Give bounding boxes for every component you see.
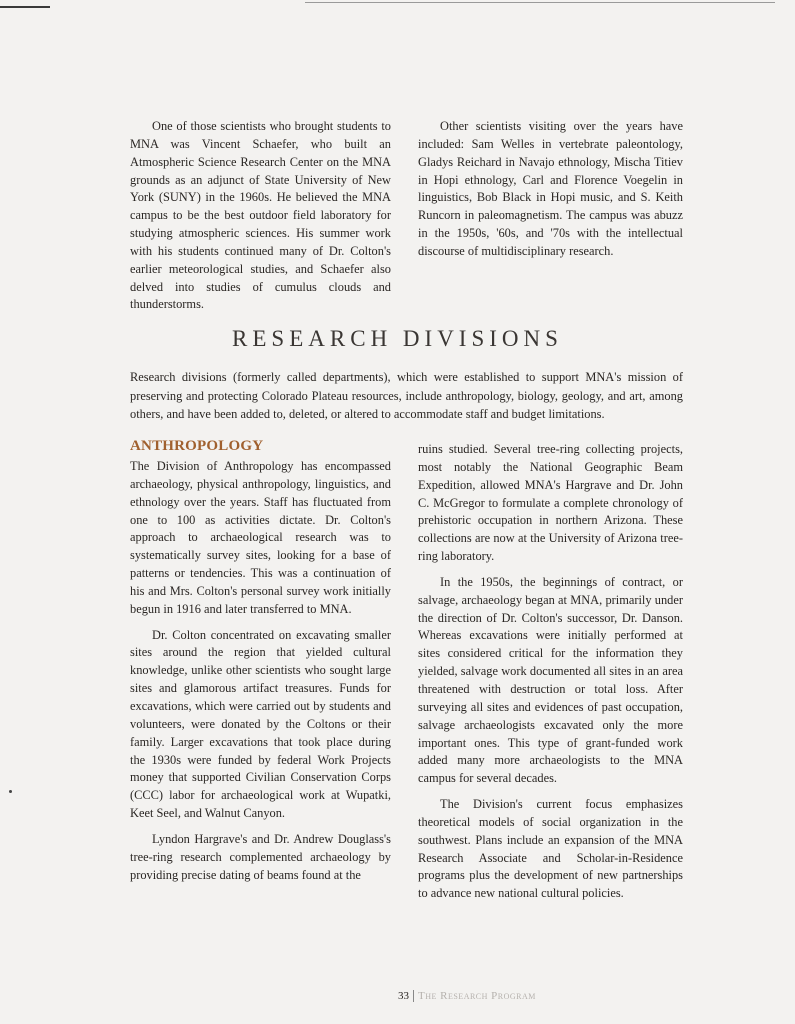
anthropology-paragraph: The Division of Anthropology has encompassed archaeology, physical anthropology, linguistics, and ethnology over the years. Staff has fluctuated from one to 100 as activities dictate. Dr. Colton's approach to archaeological research was to systematically survey sites, looking for a base of patterns or tendencies. This was a continuation of his and Mrs. Colton's personal survey work initially begun in 1916 and later transferred to MNA. (130, 459, 391, 616)
section-intro: Research divisions (formerly called departments), which were established to support MNA's mission of preserving and protecting Colorado Plateau resources, include anthropology, biology, geology, and art, among others, and have been added to, deleted, or altered to accommodate staff and budget limitations. (130, 370, 683, 421)
anthropology-paragraph: Dr. Colton concentrated on excavating smaller sites around the region that yielded cultural knowledge, unlike other scientists who sought large sites and glamorous artifact treasures. Funds for excavations, which were carried out by students and volunteers, were donated by the Coltons or their family. Larger excavations that took place during the 1930s were funded by federal Work Projects money that supported Civilian Conservation Corps (CCC) labor for archaeological work at Wupatki, Keet Seel, and Walnut Canyon. (130, 627, 391, 821)
intro-left-paragraph: One of those scientists who brought students to MNA was Vincent Schaefer, who built an Atmospheric Science Research Center on the MNA grounds as an adjunct of State University of New York (SUNY) in the 1960s. He believed the MNA campus to be the best outdoor field laboratory for studying atmospheric sciences. His summer work with his students continued many of Dr. Colton's earlier meteorological studies, and Schaefer also delved into studies of cumulus clouds and thunderstorms. (130, 119, 391, 312)
running-title: The Research Program (418, 990, 536, 1002)
scan-speck (9, 790, 12, 793)
anthropology-left-column (130, 458, 391, 884)
footer-divider (413, 990, 414, 1002)
top-rule (305, 2, 775, 3)
section-title: RESEARCH DIVISIONS (232, 326, 563, 351)
anthropology-paragraph: The Division's current focus emphasizes theoretical models of social organization in the southwest. Plans include an expansion of the MNA Research Associate and Scholar-in-Residence programs plus the development of new partnerships to advance new national cultural policies. (418, 797, 683, 901)
anthropology-paragraph: Lyndon Hargrave's and Dr. Andrew Douglass's tree-ring research complemented archaeology by providing precise dating of beams found at the (130, 831, 391, 882)
page-footer (398, 990, 536, 1002)
intro-right-column (418, 118, 683, 261)
anthropology-paragraph: ruins studied. Several tree-ring collecting projects, most notably the National Geographic Beam Expedition, allowed MNA's Hargrave and Dr. John C. McGregor to formulate a complete chronology of prehistoric occupation in northern Arizona. These collections are now at the University of Arizona tree-ring laboratory. (418, 442, 683, 564)
page-number: 33 (398, 990, 409, 1002)
anthropology-paragraph: In the 1950s, the beginnings of contract, or salvage, archaeology began at MNA, primarily under the direction of Dr. Colton's successor, Dr. Danson. Whereas excavations were initially performed at sites considered critical for the information they yielded, salvage work documented all sites in an area threatened with destruction or total loss. After surveying all sites and evidences of past occupation, salvage archaeologists excavated only the more important ones. This type of grant-funded work added many more archaeologists to the MNA campus for several decades. (418, 574, 683, 786)
intro-right-paragraph: Other scientists visiting over the years have included: Sam Welles in vertebrate paleontology, Gladys Reichard in Navajo ethnology, Mischa Titiev in Hopi ethnology, Carl and Florence Voegelin in linguistics, Bob Black in Hopi music, and S. Keith Runcorn in paleomagnetism. The campus was abuzz in the 1950s, '60s, and '70s with the intellectual discourse of multidisciplinary research. (418, 119, 683, 258)
anthropology-heading: ANTHROPOLOGY (130, 438, 264, 454)
scan-edge-mark (0, 6, 50, 8)
intro-left-column (130, 118, 391, 314)
anthropology-right-column (418, 441, 683, 903)
